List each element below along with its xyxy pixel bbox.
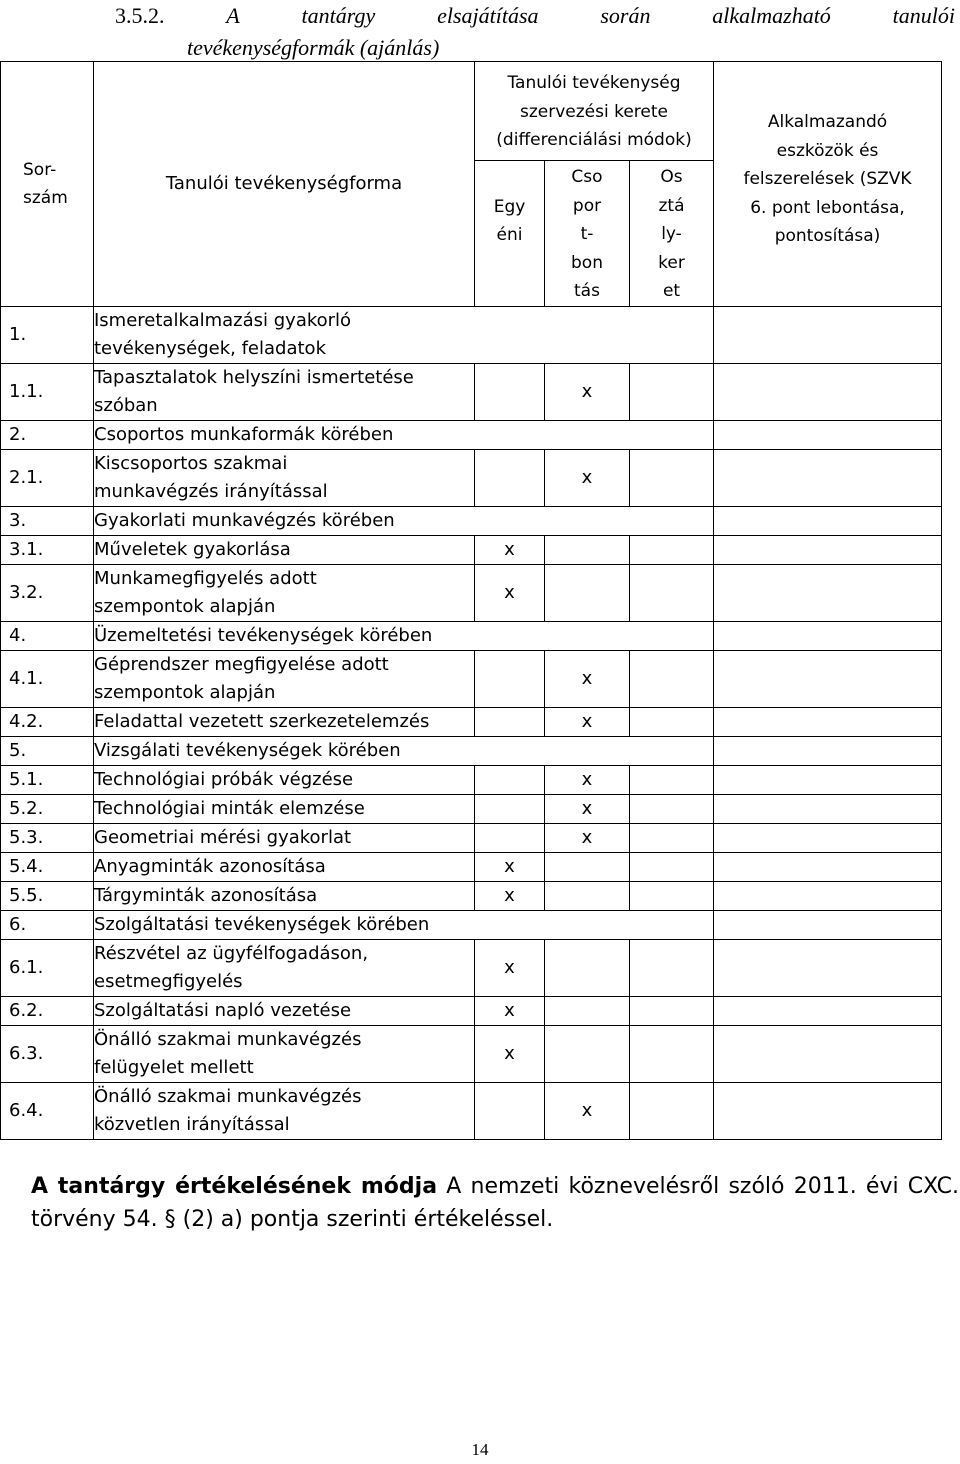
heading-word: tantárgy	[301, 3, 376, 28]
row-activity: Feladattal vezetett szerkezetelemzés	[94, 707, 475, 736]
table-row	[1, 621, 942, 650]
cell-individual	[475, 707, 545, 736]
cell-individual	[475, 449, 545, 506]
row-activity: Anyagminták azonosítása	[94, 852, 475, 881]
cell-class	[630, 650, 714, 707]
row-number: 3.2.	[1, 564, 94, 621]
table-row	[1, 996, 942, 1025]
row-number: 6.2.	[1, 996, 94, 1025]
cell-tools	[714, 650, 942, 707]
cell-individual	[475, 794, 545, 823]
cell-group	[545, 939, 630, 996]
cell-class	[630, 449, 714, 506]
row-number: 5.5.	[1, 881, 94, 910]
row-activity: Tárgyminták azonosítása	[94, 881, 475, 910]
table-row	[1, 794, 942, 823]
heading-word: alkalmazható	[712, 3, 831, 28]
heading-word: tanulói	[892, 3, 955, 28]
row-number: 2.	[1, 420, 94, 449]
cell-class	[630, 707, 714, 736]
table-body	[1, 306, 942, 1139]
row-number: 6.	[1, 910, 94, 939]
section-heading	[115, 0, 955, 64]
row-number: 6.4.	[1, 1082, 94, 1139]
table-row	[1, 564, 942, 621]
table-row	[1, 736, 942, 765]
cell-group	[545, 564, 630, 621]
cell-tools	[714, 420, 942, 449]
cell-individual	[475, 1082, 545, 1139]
row-activity: Önálló szakmai munkavégzés közvetlen irányítással	[94, 1082, 475, 1139]
table-row	[1, 449, 942, 506]
cell-tools	[714, 765, 942, 794]
row-activity: Tapasztalatok helyszíni ismertetése szóban	[94, 363, 475, 420]
cell-individual	[475, 650, 545, 707]
row-number: 4.	[1, 621, 94, 650]
cell-class	[630, 881, 714, 910]
table-row	[1, 881, 942, 910]
table-row	[1, 306, 942, 363]
table-row	[1, 765, 942, 794]
cell-class	[630, 939, 714, 996]
heading-word: elsajátítása	[437, 3, 539, 28]
row-activity: Geometriai mérési gyakorlat	[94, 823, 475, 852]
header-number: Sor- szám	[1, 62, 94, 307]
row-activity: Kiscsoportos szakmai munkavégzés irányítással	[94, 449, 475, 506]
row-number: 2.1.	[1, 449, 94, 506]
cell-tools	[714, 996, 942, 1025]
row-activity: Üzemeltetési tevékenységek körében	[94, 621, 714, 650]
cell-class	[630, 535, 714, 564]
cell-group: x	[545, 794, 630, 823]
cell-class	[630, 823, 714, 852]
cell-tools	[714, 1025, 942, 1082]
cell-class	[630, 794, 714, 823]
row-activity: Szolgáltatási tevékenységek körében	[94, 910, 714, 939]
page-number: 14	[471, 1440, 489, 1459]
cell-tools	[714, 707, 942, 736]
cell-group: x	[545, 650, 630, 707]
header-tools: Alkalmazandó eszközök és felszerelések (SZVK 6. pont lebontása, pontosítása)	[714, 62, 942, 307]
row-number: 1.1.	[1, 363, 94, 420]
cell-tools	[714, 910, 942, 939]
table-row	[1, 506, 942, 535]
cell-tools	[714, 736, 942, 765]
header-class: Os ztá ly- ker et	[630, 161, 714, 307]
cell-class	[630, 564, 714, 621]
row-activity: Részvétel az ügyfélfogadáson, esetmegfigyelés	[94, 939, 475, 996]
cell-class	[630, 1082, 714, 1139]
row-number: 1.	[1, 306, 94, 363]
cell-group	[545, 881, 630, 910]
cell-tools	[714, 939, 942, 996]
table-row	[1, 939, 942, 996]
cell-tools	[714, 363, 942, 420]
row-number: 5.	[1, 736, 94, 765]
table-row	[1, 823, 942, 852]
cell-individual: x	[475, 996, 545, 1025]
row-activity: Géprendszer megfigyelése adott szempontok alapján	[94, 650, 475, 707]
cell-group: x	[545, 449, 630, 506]
cell-tools	[714, 535, 942, 564]
cell-tools	[714, 506, 942, 535]
cell-tools	[714, 852, 942, 881]
cell-class	[630, 852, 714, 881]
header-individual: Egy éni	[475, 161, 545, 307]
row-number: 3.	[1, 506, 94, 535]
cell-tools	[714, 306, 942, 363]
row-number: 6.3.	[1, 1025, 94, 1082]
cell-tools	[714, 823, 942, 852]
heading-line-2: tevékenységformák (ajánlás)	[187, 35, 440, 60]
cell-tools	[714, 564, 942, 621]
row-number: 5.3.	[1, 823, 94, 852]
row-number: 5.2.	[1, 794, 94, 823]
cell-class	[630, 1025, 714, 1082]
table-row	[1, 910, 942, 939]
row-activity: Szolgáltatási napló vezetése	[94, 996, 475, 1025]
cell-individual	[475, 765, 545, 794]
cell-group	[545, 535, 630, 564]
table-row	[1, 707, 942, 736]
row-activity: Munkamegfigyelés adott szempontok alapján	[94, 564, 475, 621]
cell-individual: x	[475, 852, 545, 881]
evaluation-paragraph	[31, 1170, 959, 1236]
cell-group	[545, 852, 630, 881]
row-number: 3.1.	[1, 535, 94, 564]
cell-tools	[714, 621, 942, 650]
row-activity: Technológiai próbák végzése	[94, 765, 475, 794]
cell-tools	[714, 1082, 942, 1139]
table-row	[1, 1082, 942, 1139]
evaluation-text: A nemzeti köznevelésről szóló 2011. évi CXC. törvény 54. § (2) a) pontja szerinti értékeléssel.	[31, 1174, 959, 1232]
row-number: 5.1.	[1, 765, 94, 794]
cell-individual: x	[475, 939, 545, 996]
row-activity: Csoportos munkaformák körében	[94, 420, 714, 449]
cell-group: x	[545, 823, 630, 852]
cell-individual: x	[475, 535, 545, 564]
table-row	[1, 852, 942, 881]
row-activity: Gyakorlati munkavégzés körében	[94, 506, 714, 535]
row-activity: Technológiai minták elemzése	[94, 794, 475, 823]
cell-tools	[714, 449, 942, 506]
heading-word: során	[600, 3, 651, 28]
row-activity: Műveletek gyakorlása	[94, 535, 475, 564]
cell-group: x	[545, 363, 630, 420]
row-number: 4.2.	[1, 707, 94, 736]
cell-tools	[714, 794, 942, 823]
cell-group: x	[545, 765, 630, 794]
heading-number: 3.5.2.	[115, 3, 165, 28]
cell-group: x	[545, 707, 630, 736]
cell-class	[630, 996, 714, 1025]
cell-tools	[714, 881, 942, 910]
cell-individual: x	[475, 564, 545, 621]
table-row	[1, 420, 942, 449]
table-row	[1, 363, 942, 420]
row-activity: Vizsgálati tevékenységek körében	[94, 736, 714, 765]
table-row	[1, 535, 942, 564]
cell-group: x	[545, 1082, 630, 1139]
cell-class	[630, 765, 714, 794]
evaluation-label: A tantárgy értékelésének módja	[31, 1174, 438, 1199]
header-group: Cso por t- bon tás	[545, 161, 630, 307]
cell-individual: x	[475, 1025, 545, 1082]
heading-word: A	[226, 3, 240, 28]
row-number: 5.4.	[1, 852, 94, 881]
cell-group	[545, 1025, 630, 1082]
row-number: 6.1.	[1, 939, 94, 996]
header-activity: Tanulói tevékenységforma	[94, 62, 475, 307]
cell-class	[630, 363, 714, 420]
heading-line-1	[115, 0, 955, 32]
cell-individual	[475, 363, 545, 420]
row-number: 4.1.	[1, 650, 94, 707]
header-frame: Tanulói tevékenység szervezési kerete (differenciálási módok)	[475, 62, 714, 161]
cell-individual	[475, 823, 545, 852]
activity-table	[0, 61, 942, 1140]
row-activity: Önálló szakmai munkavégzés felügyelet mellett	[94, 1025, 475, 1082]
cell-group	[545, 996, 630, 1025]
row-activity: Ismeretalkalmazási gyakorló tevékenységek, feladatok	[94, 306, 714, 363]
cell-individual: x	[475, 881, 545, 910]
table-row	[1, 650, 942, 707]
table-row	[1, 1025, 942, 1082]
